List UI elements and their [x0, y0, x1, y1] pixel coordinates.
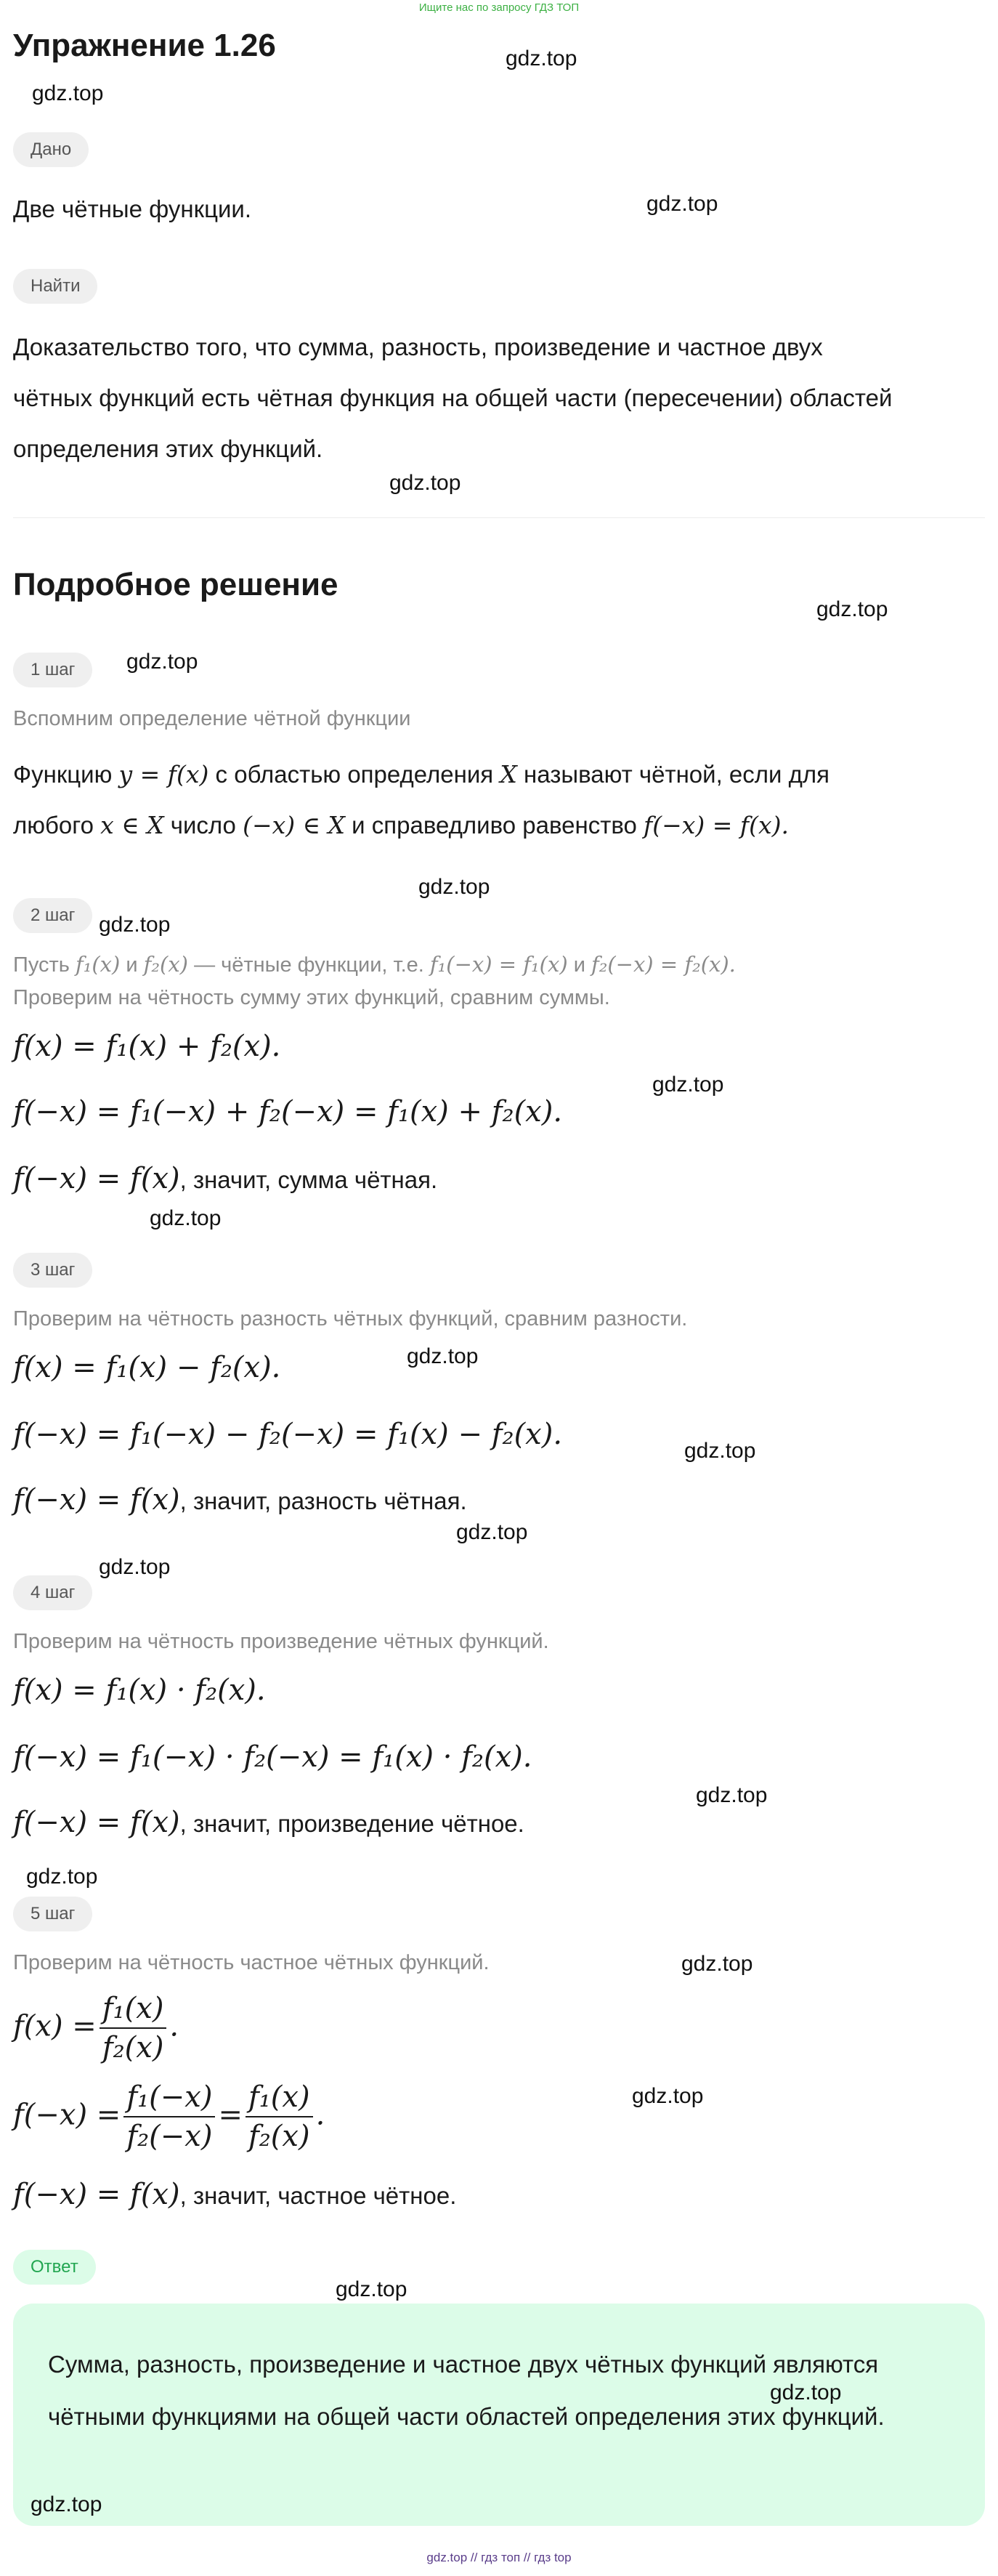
step-3-description: Проверим на чётность разность чётных функций, сравним разности. [13, 1307, 688, 1331]
fraction-numerator: f₁(x) [246, 2078, 313, 2117]
watermark: gdz.top [336, 2277, 407, 2301]
watermark: gdz.top [652, 1073, 724, 1097]
find-line-1: Доказательство того, что сумма, разность, произведение и частное двух [13, 334, 823, 360]
watermark: gdz.top [99, 1555, 171, 1579]
solution-title: Подробное решение [13, 567, 338, 602]
step-2-text: Пусть [13, 953, 70, 977]
watermark: gdz.top [456, 1520, 528, 1544]
find-chip [13, 269, 97, 304]
given-chip-label: Дано [13, 132, 89, 167]
step-5-chip-label: 5 шаг [13, 1897, 92, 1931]
step-3-formula-1-math: f(x) = f₁(x) − f₂(x). [13, 1351, 281, 1384]
step-1-line-1 [13, 748, 829, 801]
watermark: gdz.top [150, 1206, 222, 1230]
step-4-formula-2 [13, 1737, 532, 1777]
step-3-formula-3-math: f(−x) = f(x) [13, 1483, 180, 1517]
fraction-numerator: f₁(x) [100, 1990, 167, 2029]
footer-links[interactable]: gdz.top // гдз топ // гдз top [426, 2551, 572, 2564]
step-2-formula-1 [13, 1026, 280, 1067]
step-2-description-1 [13, 948, 736, 982]
step-1-description: Вспомним определение чётной функции [13, 707, 411, 730]
step-5-formula-3-math: f(−x) = f(x) [13, 2178, 180, 2211]
step-1-math: X [500, 760, 517, 788]
watermark: gdz.top [31, 2492, 102, 2516]
step-3-formula-3 [13, 1479, 467, 1522]
step-1-chip-label: 1 шаг [13, 653, 92, 687]
step-1-text: Функцию [13, 761, 113, 788]
step-3-formula-2 [13, 1414, 562, 1455]
step-5-formula-3 [13, 2174, 456, 2216]
step-1-text: называют чётной, если для [524, 761, 830, 788]
watermark: gdz.top [126, 650, 198, 674]
watermark: gdz.top [32, 81, 104, 105]
watermark: gdz.top [506, 47, 577, 70]
watermark: gdz.top [696, 1783, 768, 1807]
step-4-formula-1 [13, 1670, 266, 1711]
step-4-description: Проверим на чётность произведение чётных функций. [13, 1630, 549, 1653]
step-1-text: любого [13, 812, 94, 839]
watermark: gdz.top [418, 875, 490, 899]
section-divider [13, 517, 985, 518]
step-2-formula-1-math: f(x) = f₁(x) + f₂(x). [13, 1030, 281, 1063]
step-2-math: f₂(x) [143, 952, 188, 977]
step-1-line-2 [13, 799, 789, 852]
watermark: gdz.top [646, 192, 718, 216]
step-2-math: f₂(−x) = f₂(x). [591, 952, 736, 977]
step-5-fraction [123, 2078, 215, 2155]
step-4-formula-3 [13, 1802, 524, 1844]
step-1-chip [13, 653, 92, 687]
step-5-dot: . [315, 2098, 325, 2132]
step-5-formula-1-lhs: f(x) = [13, 2009, 97, 2043]
step-4-chip [13, 1575, 92, 1610]
step-4-chip-label: 4 шаг [13, 1575, 92, 1610]
step-2-formula-3-math: f(−x) = f(x) [13, 1162, 180, 1195]
step-1-math: f(−x) = f(x). [644, 811, 789, 839]
step-1-math: y = f(x) [118, 760, 209, 788]
step-1-text: число [170, 812, 236, 839]
step-5-formula-2-lhs: f(−x) = [13, 2098, 121, 2132]
watermark: gdz.top [770, 2381, 842, 2405]
given-chip [13, 132, 89, 167]
step-1-text: с областью определения [215, 761, 494, 788]
watermark: gdz.top [407, 1344, 479, 1368]
answer-chip-label: Ответ [13, 2250, 96, 2285]
step-1-text: и справедливо равенство [352, 812, 637, 839]
find-line-2: чётных функций есть чётная функция на общей части (пересечении) областей [13, 384, 893, 411]
watermark: gdz.top [684, 1439, 756, 1463]
step-5-dot: . [169, 2009, 179, 2043]
watermark: gdz.top [26, 1865, 98, 1889]
step-5-fraction [246, 2078, 313, 2155]
step-1-math: x ∈ X [100, 811, 164, 839]
step-5-formula-2 [13, 2078, 325, 2155]
step-5-formula-1 [13, 1990, 179, 2067]
given-text: Две чётные функции. [13, 195, 252, 222]
page-title: Упражнение 1.26 [13, 28, 276, 63]
step-3-conclusion: , значит, разность чётная. [179, 1487, 467, 1514]
watermark: gdz.top [816, 597, 888, 621]
answer-chip [13, 2250, 96, 2285]
step-2-math: f₁(x) [75, 952, 121, 977]
step-5-equals: = [218, 2098, 243, 2132]
find-line-3: определения этих функций. [13, 435, 323, 462]
step-3-formula-2-math: f(−x) = f₁(−x) − f₂(−x) = f₁(x) − f₂(x). [13, 1418, 563, 1451]
step-2-text: и [573, 953, 585, 977]
fraction-denominator: f₂(x) [102, 2031, 164, 2064]
step-2-formula-3 [13, 1158, 437, 1200]
step-4-formula-3-math: f(−x) = f(x) [13, 1806, 180, 1839]
step-4-formula-1-math: f(x) = f₁(x) · f₂(x). [13, 1673, 266, 1707]
fraction-denominator: f₂(−x) [126, 2120, 213, 2153]
step-3-chip [13, 1253, 92, 1288]
watermark: gdz.top [681, 1952, 753, 1976]
step-4-conclusion: , значит, произведение чётное. [179, 1810, 524, 1837]
step-2-formula-2 [13, 1091, 562, 1132]
step-4-formula-2-math: f(−x) = f₁(−x) · f₂(−x) = f₁(x) · f₂(x). [13, 1740, 532, 1774]
step-1-math: (−x) ∈ X [243, 811, 345, 839]
step-2-formula-2-math: f(−x) = f₁(−x) + f₂(−x) = f₁(x) + f₂(x). [13, 1095, 563, 1128]
watermark: gdz.top [99, 913, 171, 937]
find-chip-label: Найти [13, 269, 97, 304]
step-2-chip-label: 2 шаг [13, 898, 92, 933]
step-2-chip [13, 898, 92, 933]
step-5-description: Проверим на чётность частное чётных функций. [13, 1951, 490, 1974]
step-5-chip [13, 1897, 92, 1931]
step-2-description-2: Проверим на чётность сумму этих функций, сравним суммы. [13, 986, 610, 1009]
top-search-banner[interactable]: Ищите нас по запросу ГДЗ ТОП [418, 1, 580, 14]
step-2-conclusion: , значит, сумма чётная. [179, 1166, 438, 1193]
step-5-fraction [100, 1990, 167, 2067]
step-2-math: f₁(−x) = f₁(x) [429, 952, 568, 977]
step-5-conclusion: , значит, частное чётное. [179, 2182, 457, 2209]
step-2-text: и [126, 953, 138, 977]
fraction-numerator: f₁(−x) [123, 2078, 215, 2117]
fraction-denominator: f₂(x) [248, 2120, 310, 2153]
step-3-chip-label: 3 шаг [13, 1253, 92, 1288]
step-3-formula-1 [13, 1347, 280, 1388]
watermark: gdz.top [389, 471, 461, 495]
watermark: gdz.top [632, 2084, 704, 2108]
step-2-text: — чётные функции, т.е. [194, 953, 424, 977]
answer-text: Сумма, разность, произведение и частное двух чётных функций являются чётными функциями на общей части областей определения этих функций. [48, 2351, 885, 2430]
